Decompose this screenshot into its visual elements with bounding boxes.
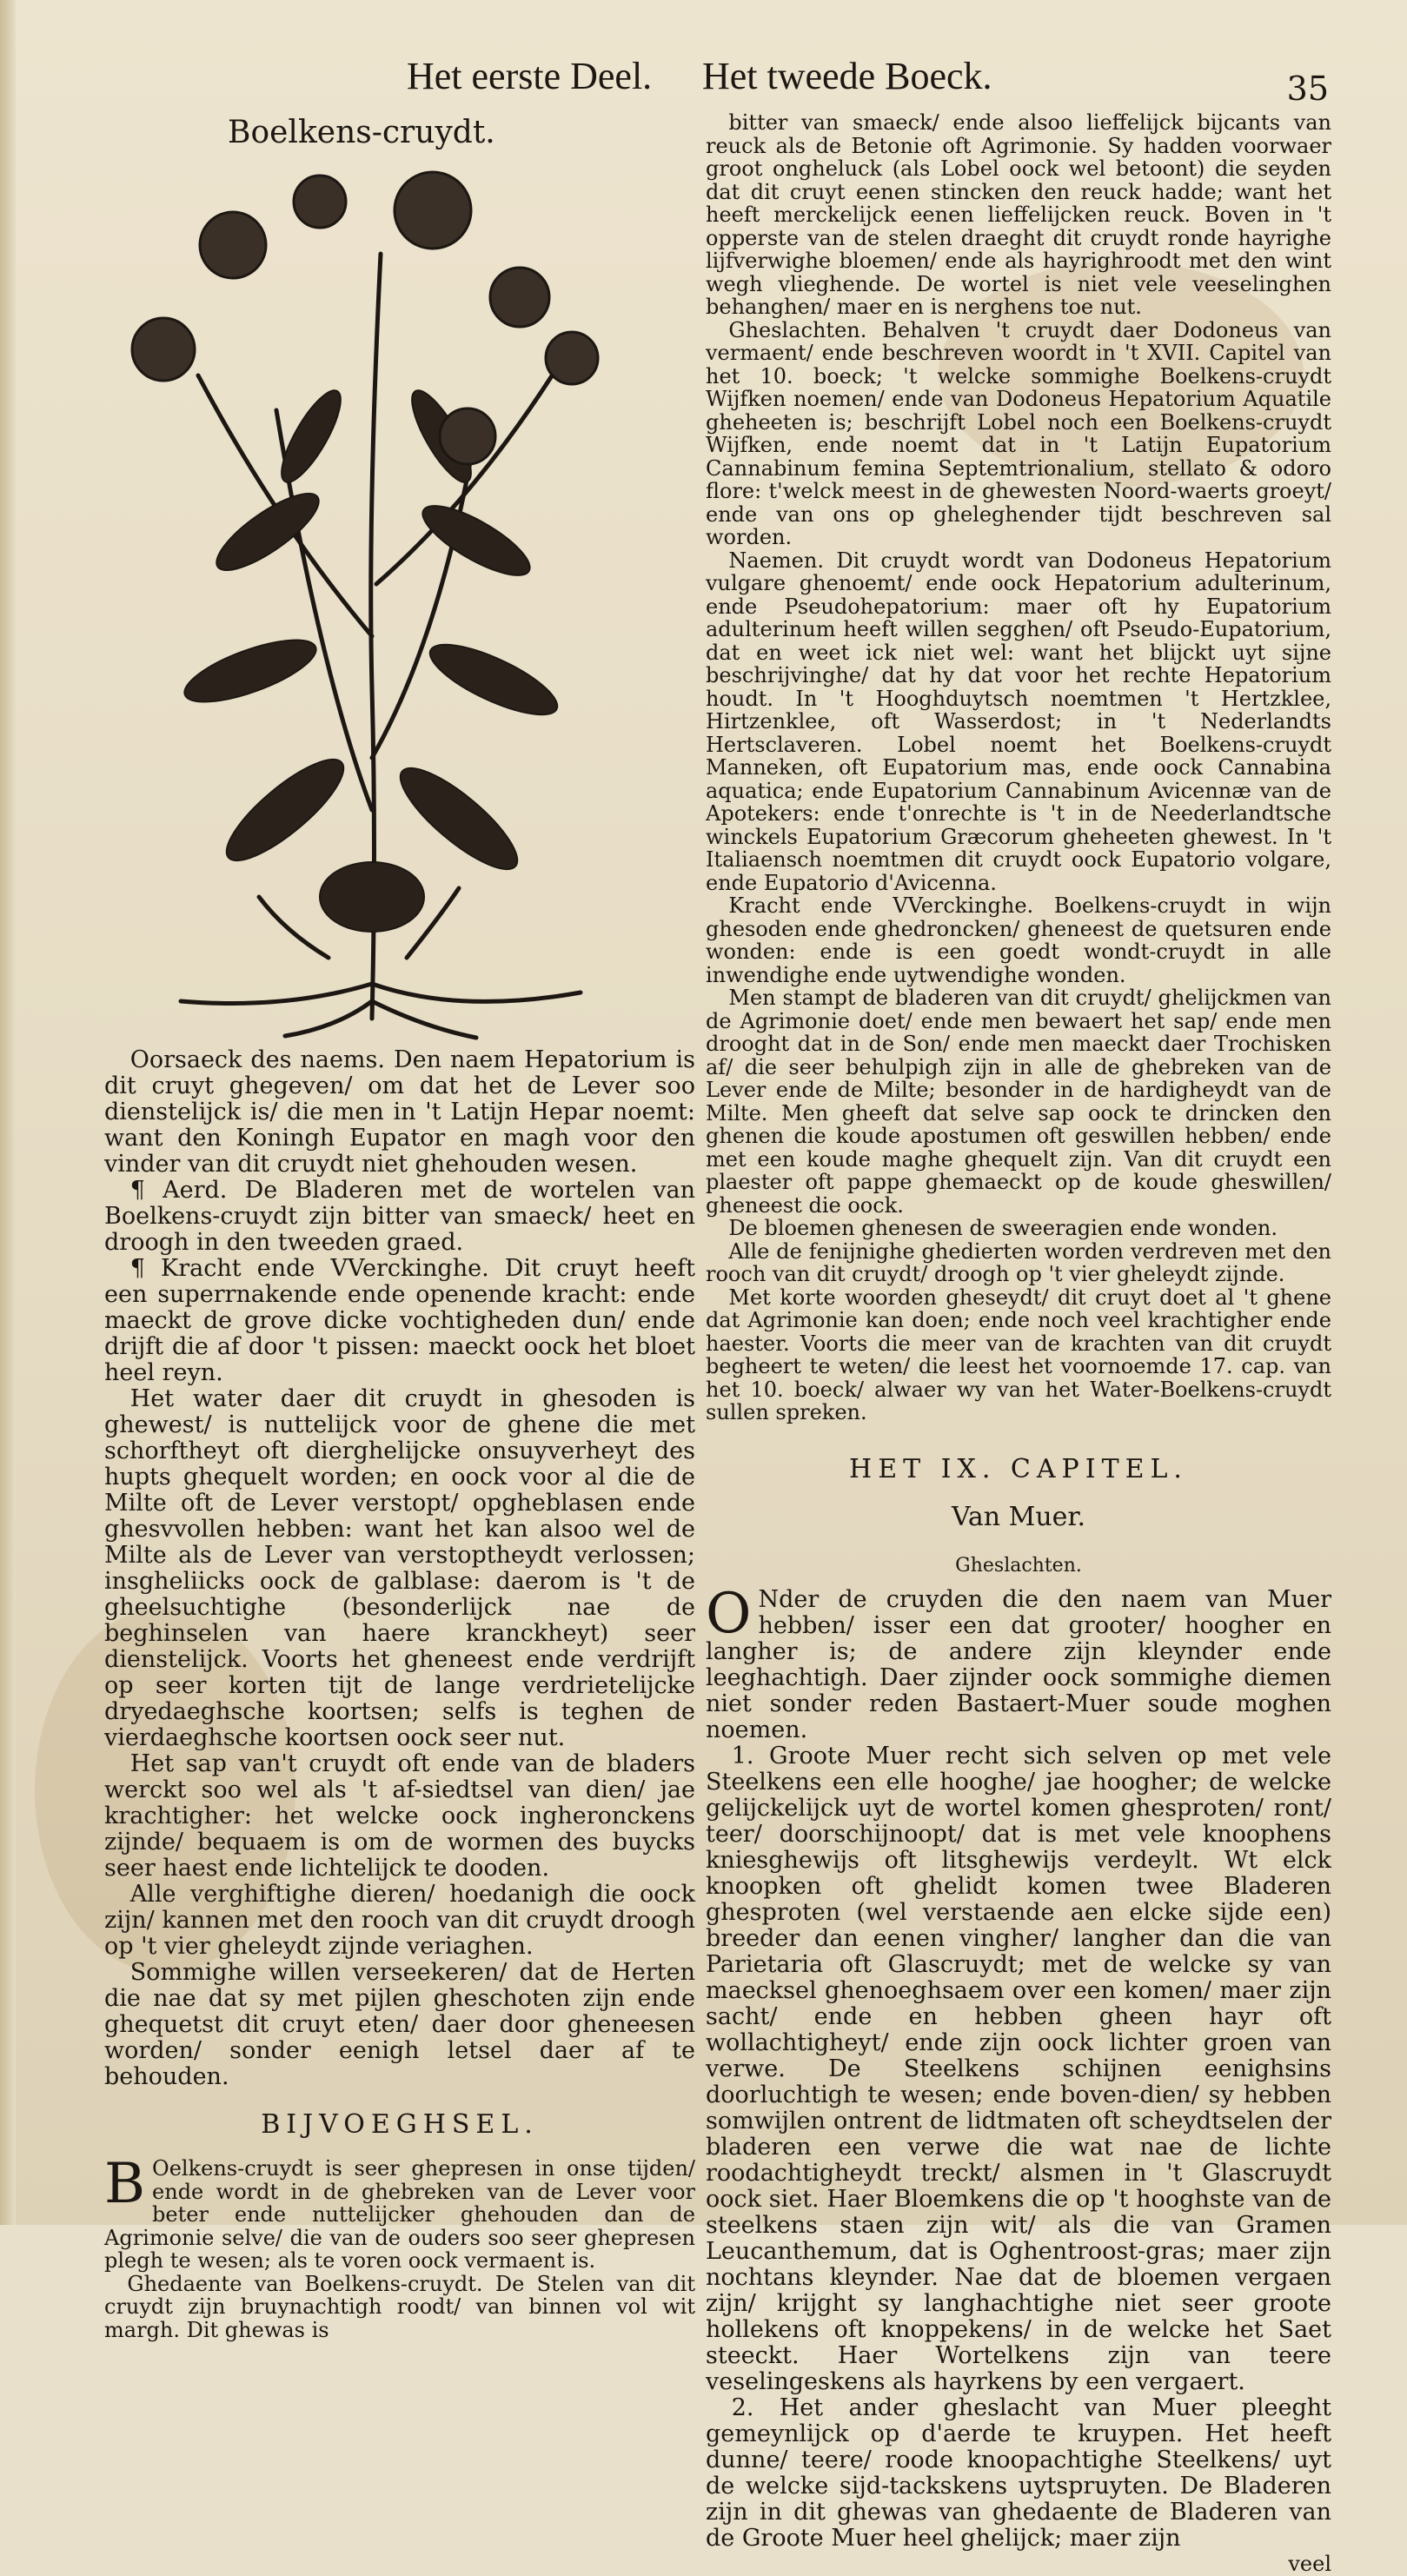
bijvoeghsel-heading: BIJVOEGHSEL. xyxy=(261,2109,539,2140)
chapter-opening-paragraph xyxy=(706,1581,1331,1743)
running-header-right: Het tweede Boeck. xyxy=(702,55,992,97)
paragraph-decoction: Het water daer dit cruydt in ghesoden is ghewest/ is nuttelijck voor de ghene die met schorftheyt oft dierghelijcke onsuyverheyt des hupts ghequelt worden; en oock voor al die de Milte oft de Lever verstopt/ opgheblasen ende ghesvvollen hebben: want het kan alsoo wel de Milte als de Lever van verstoptheydt verlossen; insgheliicks oock de galblase: daerom is 't de gheelsuchtighe (besonderlijck nae de beghinselen van haere kranckheyt) seer dienstelijck. Voorts het gheneest ende verdrijft op seer korten tijt de lange verdrietelijcke dryedaeghsche koortsen; selfs is teghen de vierdaeghsche koortsen oock seer nut. xyxy=(104,1385,695,1751)
chapter-title: Van Muer. xyxy=(951,1501,1086,1532)
page-edge-left xyxy=(0,0,16,2225)
drop-cap: B xyxy=(104,2152,146,2216)
chapter-subheading: Gheslachten. xyxy=(955,1554,1082,1577)
paragraph-juice: Het sap van't cruydt oft ende van de bladers werckt soo wel als 't af-siedtsel van dien/ jae krachtigher: het welcke oock ingheronckens zijnde/ bequaem is om de wormen des buycks seer haest ende lichtelijck te dooden. xyxy=(104,1750,695,1882)
plate-title: Boelkens-cruydt. xyxy=(228,115,495,150)
page-number: 35 xyxy=(1286,70,1329,108)
paragraph-flowers: De bloemen ghenesen de sweeragien ende wonden. xyxy=(728,1216,1278,1240)
paragraph-summary: Met korte woorden gheseydt/ dit cruyt doet al 't ghene dat Agrimonie kan doen; ende noch veel krachtigher ende haester. Voorts die meer van de krachten van dit cruydt begheert te weten/ die leest het voornoemde 17. cap. van het 10. boeck/ alwaer wy van het Water-Boelkens-cruydt sullen spreken. xyxy=(706,1285,1331,1424)
paragraph-nature: ¶ Aerd. De Bladeren met de wortelen van Boelkens-cruydt zijn bitter van smaeck/ heet en droogh in den tweeden graed. xyxy=(104,1177,695,1256)
paragraph-name-origin: Oorsaeck des naems. Den naem Hepatorium is dit cruyt ghegeven/ om dat het de Lever soo dienstelijck is/ die men in 't Latijn Hepar noemt: want den Koningh Eupator en magh voor den vinder van dit cruydt niet ghehouden wesen. xyxy=(104,1046,695,1178)
right-column xyxy=(706,111,1331,2576)
woodcut-plant-illustration xyxy=(111,149,633,1041)
bijvoeghsel-text: Oelkens-cruydt is seer ghepresen in onse tijden/ ende wordt in de ghebreken van de Lever voor beter ende nuttelijcker ghehouden dan de Agrimonie selve/ die van de ouders soo seer ghepresen plegh te wesen; als te voren oock vermaent is. xyxy=(104,2156,695,2273)
paragraph-venomous-beasts: Alle verghiftighe dieren/ hoedanigh die oock zijn/ kannen met den rooch van dit cruydt droogh op 't vier gheleydt zijnde veriaghen. xyxy=(104,1881,695,1960)
chapter-opening-text: Nder de cruyden die den naem van Muer hebben/ isser een dat grooter/ hoogher en langher is; de andere zijn kleynder ende leeghachtigh. Daer zijnder oock sommighe diemen niet sonder reden Bastaert-Muer soude moghen noemen. xyxy=(706,1585,1331,1743)
running-header-left: Het eerste Deel. xyxy=(407,55,653,97)
paragraph-kinds: Gheslachten. Behalven 't cruydt daer Dodoneus van vermaent/ ende beschreven woordt in 't XVII. Capitel van het 10. boeck; 't welcke sommighe Boelkens-cruydt Wijfken noemen/ ende van Dodoneus Hepatorium Aquatile gheheeten is; beschrijft Lobel noch een Boelkens-cruydt Wijfken, ende noemt dat in 't Latijn Eupatorium Cannabinum femina Septemtrionalium, stellato & odoro flore: t'welck meest in de ghewesten Noord-waerts groeyt/ ende van ons op gheleghender tijdt beschreven sal worden. xyxy=(706,317,1331,549)
drop-cap-o: O xyxy=(706,1581,752,1646)
bijvoeghsel-paragraph xyxy=(104,2152,695,2273)
catchword: veel xyxy=(1288,2551,1331,2576)
paragraph-virtue: ¶ Kracht ende VVerckinghe. Dit cruyt heeft een superrnakende ende openende kracht: ende maeckt de grove dicke vochtigheden dun/ ende drijft die af door 't pissen: maeckt oock het bloet heel reyn. xyxy=(104,1255,695,1386)
paragraph-names: Naemen. Dit cruydt wordt van Dodoneus Hepatorium vulgare ghenoemt/ ende oock Hepatorium adulterinum, ende Pseudohepatorium: maer oft hy Eupatorium adulterinum heeft willen segghen/ oft Pseudo-Eupatorium, dat en weet ick niet wel: want het blijckt uyt sijne beschrijvinghe/ dat hy dat voor het rechte Hepatorium houdt. In 't Hooghduytsch noemtmen 't Hertzklee, Hirtzenklee, oft Wasserdost; in 't Nederlandts Hertsclaveren. Lobel noemt het Boelkens-cruydt Manneken, oft Eupatorium mas, ende oock Cannabina aquatica; ende Eupatorium Cannabinum Avicennæ van de Apotekers: ende t'onrechte is 't in de Neederlandtsche winckels Eupatorium Græcorum gheheeten ghewest. In 't Italiaensch noemtmen dit cruydt oock Eupatorio volgare, ende Eupatorio d'Avicenna. xyxy=(706,548,1331,895)
gedaente-paragraph: Ghedaente van Boelkens-cruydt. De Stelen van dit cruydt zijn bruynachtigh roodt/ van binnen vol wit margh. Dit ghewas is xyxy=(104,2271,695,2342)
paragraph-groote-muer: 1. Groote Muer recht sich selven op met vele Steelkens een elle hooghe/ jae hoogher; de welcke gelijckelijck uyt de wortel komen ghesproten/ ront/ teer/ doorschijnoopt/ dat is met vele knoophens kniesghewijs oft litsghewijs verdeylt. Wt elck knoopken oft ghelidt komen twee Bladeren ghesproten (wel verstaende aen elcke sijde een) breeder dan eenen vingher/ langher dan die van Parietaria oft Glascruydt; met de welcke sy van maecksel ghenoeghsaem over een komen/ maer zijn sacht/ ende en hebben gheen hayr oft wollachtigheyt/ ende zijn oock lichter groen van verwe. De Steelkens schijnen eenighsins doorluchtigh te wesen; ende boven-dien/ sy hebben somwijlen ontrent de lidtmaten oft scheydtselen der bladeren een verwe die wat nae de lichte roodachtigheydt treckt/ alsmen in 't Glascruydt oock siet. Haer Bloemkens die op 't hooghste van de steelkens staen zijn wit/ als die van Gramen Leucanthemum, dat is Oghentroost-gras; maer zijn nochtans kleynder. Nae dat de bloemen vergaen zijn/ krijght sy langhachtighe niet seer groote hollekens oft knoppekens/ in de welcke het Saet steeckt. Haer Wortelkens zijn van teere veselingeskens als hayrkens by een vergaert. xyxy=(706,1742,1331,2395)
left-column xyxy=(104,1047,695,2341)
paragraph-virtue-right: Kracht ende VVerckinghe. Boelkens-cruydt in wijn ghesoden ende ghedroncken/ gheneest de quetsuren ende wonden: ende is een goedt wondt-cruydt in alle inwendighe ende uytwendighe wonden. xyxy=(706,893,1331,987)
chapter-heading: HET IX. CAPITEL. xyxy=(849,1453,1188,1484)
paragraph-taste: bitter van smaeck/ ende alsoo lieffelijck bijcants van reuck als de Betonie oft Agrimonie. Sy hadden voorwaer groot ongheluck (als Lobel oock wel betoont) die seyden dat dit cruyt eenen stincken den reuck hadde; want het heeft merckelijck eenen lieffelijcken reuck. Boven in 't opperste van de stelen draeght dit cruydt ronde hayrighe lijfverwighe bloemen/ ende als hayrighroodt met den wint wegh vlieghende. De wortel is niet vele veeselinghen behanghen/ maer en is nerghens toe nut. xyxy=(706,110,1331,319)
paragraph-harts: Sommighe willen verseekeren/ dat de Herten die nae dat sy met pijlen gheschoten zijn ende ghequetst dit cruyt eten/ daer door gheneesen worden/ sonder eenigh letsel daer af te behouden. xyxy=(104,1959,695,2090)
paragraph-juice-right: Men stampt de bladeren van dit cruydt/ ghelijckmen van de Agrimonie doet/ ende men bewaert het sap/ ende men drooght dat in de Son/ ende men maeckt daer Trochisken af/ die seer behulpigh zijn in alle de ghebreken van de Lever ende de Milte; besonder in de hardigheydt van de Milte. Men gheeft dat selve sap oock te drincken den ghenen die koude apostumen oft geswillen hebben/ ende met een koude maghe ghequelt zijn. Van dit cruydt een plaester oft pappe ghemaeckt op de koude gheswillen/ gheneest die oock. xyxy=(706,986,1331,1218)
paragraph-fumes: Alle de fenijnighe ghedierten worden verdreven met den rooch van dit cruydt/ droogh op 't vier gheleydt zijnde. xyxy=(706,1238,1331,1286)
paragraph-ander-gheslacht: 2. Het ander gheslacht van Muer pleeght gemeynlijck op d'aerde te kruypen. Het heeft dunne/ teere/ roode knoopachtighe Steelkens/ uyt de welcke sijd-tackskens uytspruyten. De Bladeren zijn in dit ghewas van ghedaente de Bladeren van de Groote Muer heel ghelijck; maer zijn xyxy=(706,2393,1331,2552)
